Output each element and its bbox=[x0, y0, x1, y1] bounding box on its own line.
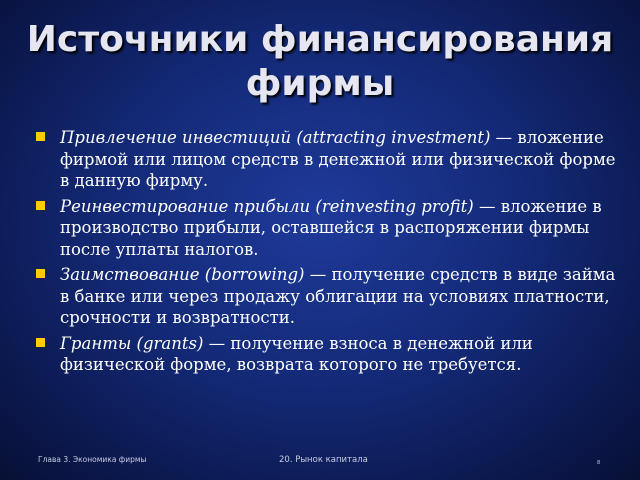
square-bullet-icon bbox=[36, 132, 45, 141]
bullet-term: Заимствование (borrowing) bbox=[60, 265, 305, 284]
bullet-item-reinvesting-profit bbox=[36, 196, 616, 261]
square-bullet-icon bbox=[36, 338, 45, 347]
bullet-term: Гранты (grants) bbox=[60, 333, 204, 353]
slide-title-line-2: фирмы bbox=[245, 63, 395, 104]
square-bullet-icon bbox=[36, 269, 45, 278]
bullet-list bbox=[36, 127, 616, 380]
square-bullet-icon bbox=[36, 201, 45, 210]
bullet-term: Привлечение инвестиций (attracting investment) bbox=[60, 128, 491, 147]
slide-title-line-1: Источники финансирования bbox=[26, 19, 614, 60]
bullet-item-attracting-investment bbox=[36, 127, 616, 192]
footer-page-number: 8 bbox=[597, 460, 601, 466]
bullet-text: — получение средств в виде займа в банке или через продажу облигации на условиях платности, срочности и возвратности. bbox=[60, 265, 616, 327]
bullet-text: — вложение в производство прибыли, оставшейся в распоряжении фирмы после уплаты налогов. bbox=[60, 196, 602, 259]
bullet-text: — вложение фирмой или лицом средств в денежной или физической форме в данную фирму. bbox=[60, 128, 616, 190]
footer-section: 20. Рынок капитала bbox=[279, 455, 368, 465]
slide-title bbox=[0, 18, 640, 106]
bullet-term: Реинвестирование прибыли (reinvesting profit) bbox=[60, 196, 474, 216]
footer-chapter: Глава 3. Экономика фирмы bbox=[38, 455, 147, 464]
bullet-item-grants bbox=[36, 333, 616, 376]
bullet-item-borrowing bbox=[36, 264, 616, 329]
bullet-text: — получение взноса в денежной или физической форме, возврата которого не требуется. bbox=[60, 333, 533, 374]
